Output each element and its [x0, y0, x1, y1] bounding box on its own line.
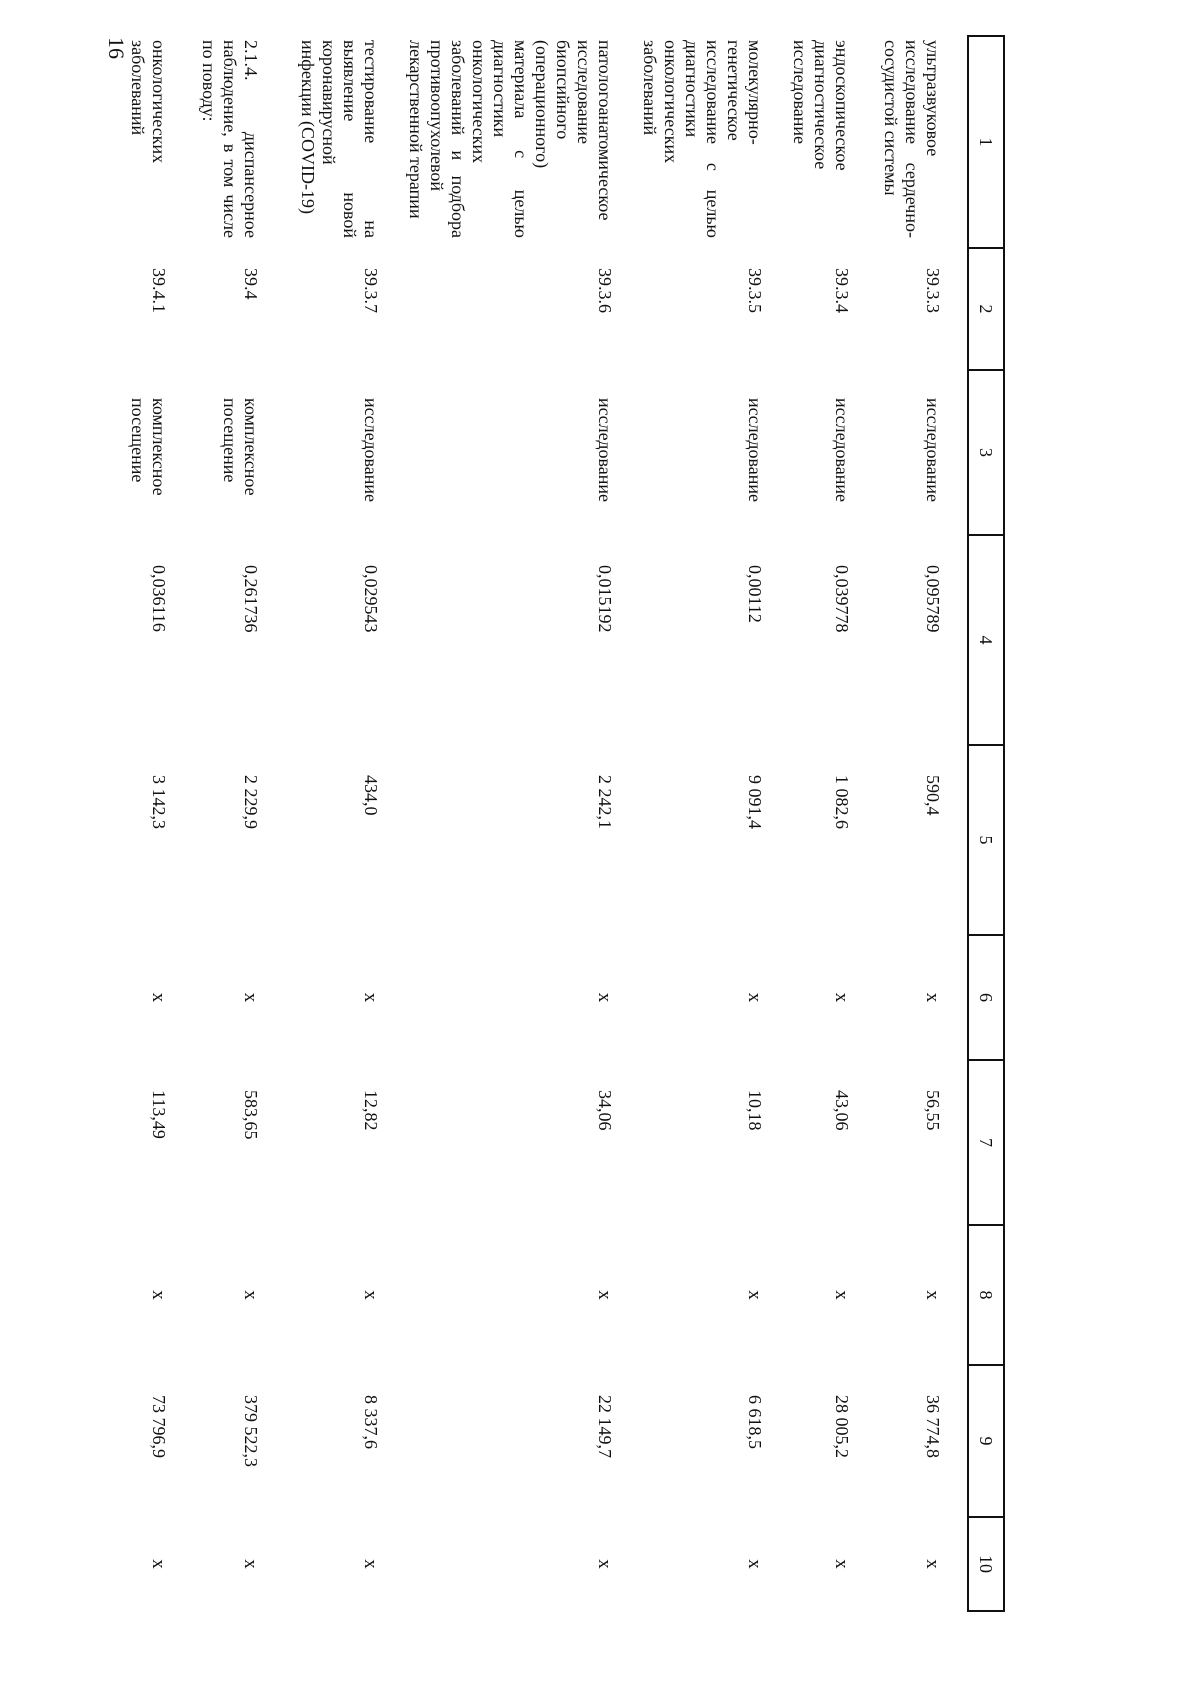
row-code-cell: 39.3.4: [832, 268, 852, 313]
row-cost-cell: 590,4: [923, 775, 943, 816]
row-unit-cell: комплексное посещение: [220, 398, 261, 496]
row-col10-cell: x: [240, 1559, 261, 1569]
row-norm-cell: 0,261736: [241, 565, 261, 633]
row-total-cell: 8 337,6: [361, 1395, 381, 1449]
row-col8-cell: x: [831, 1290, 852, 1300]
table-row: [123, 36, 193, 1611]
row-total-cell: 22 149,7: [595, 1395, 615, 1458]
row-per-capita-cell: 10,18: [745, 1090, 765, 1131]
row-col8-cell: x: [148, 1290, 169, 1300]
row-col6-cell: x: [831, 992, 852, 1003]
row-name-cell: ультразвуковое исследование сердечно-сосудистой системы: [881, 40, 943, 238]
row-unit-cell: исследование: [923, 398, 943, 503]
row-total-cell: 28 005,2: [832, 1395, 852, 1458]
row-norm-cell: 0,015192: [595, 565, 615, 633]
row-per-capita-cell: 43,06: [832, 1090, 852, 1131]
row-code-cell: 39.3.6: [595, 268, 615, 313]
column-header: 10: [968, 1517, 1004, 1611]
row-per-capita-cell: 56,55: [923, 1090, 943, 1131]
rotated-table-container: [128, 35, 1005, 1610]
row-norm-cell: 0,029543: [361, 565, 381, 633]
row-col8-cell: x: [922, 1290, 943, 1300]
row-col8-cell: x: [744, 1290, 765, 1300]
row-col6-cell: x: [360, 992, 381, 1003]
row-cost-cell: 3 142,3: [149, 775, 169, 829]
row-code-cell: 39.3.5: [745, 268, 765, 313]
table-header-row: [968, 36, 1004, 1611]
row-col10-cell: x: [744, 1559, 765, 1569]
row-name-cell: тестирование на выявление новой коронавирусной инфекции (COVID-19): [298, 40, 381, 238]
row-per-capita-cell: 113,49: [149, 1090, 169, 1139]
row-col10-cell: x: [922, 1559, 943, 1569]
column-header: 8: [968, 1225, 1004, 1365]
table-row: [876, 36, 968, 1611]
row-col8-cell: x: [360, 1290, 381, 1300]
row-cost-cell: 9 091,4: [745, 775, 765, 829]
row-cost-cell: 434,0: [361, 775, 381, 816]
page-number: 16: [104, 37, 129, 59]
row-name-cell: патологоанатомическое исследование биопсийного (операционного) материала с целью диагностики онкологических заболеваний и подбора противоопухолевой лекарственной терапии: [406, 40, 615, 238]
row-col10-cell: x: [594, 1559, 615, 1569]
row-total-cell: 6 618,5: [745, 1395, 765, 1449]
row-total-cell: 379 522,3: [241, 1395, 261, 1467]
row-per-capita-cell: 583,65: [241, 1090, 261, 1140]
row-unit-cell: исследование: [595, 398, 615, 503]
row-col6-cell: x: [148, 992, 169, 1003]
row-total-cell: 73 796,9: [149, 1395, 169, 1458]
table-row: [639, 36, 789, 1611]
column-header: 4: [968, 535, 1004, 745]
row-col8-cell: x: [240, 1290, 261, 1300]
row-name-cell: онкологических заболеваний: [128, 40, 169, 164]
row-unit-cell: исследование: [745, 398, 765, 503]
column-header: 3: [968, 370, 1004, 535]
column-header: 5: [968, 745, 1004, 935]
row-unit-cell: исследование: [361, 398, 381, 503]
row-code-cell: 39.3.7: [361, 268, 381, 313]
row-col10-cell: x: [148, 1559, 169, 1569]
row-norm-cell: 0,036116: [149, 565, 169, 632]
column-header: 9: [968, 1365, 1004, 1517]
row-total-cell: 36 774,8: [923, 1395, 943, 1458]
table-row: [789, 36, 876, 1611]
row-cost-cell: 1 082,6: [832, 775, 852, 829]
table-row: [193, 36, 285, 1611]
row-col6-cell: x: [240, 992, 261, 1003]
row-col6-cell: x: [594, 992, 615, 1003]
row-col10-cell: x: [360, 1559, 381, 1569]
row-norm-cell: 0,095789: [923, 565, 943, 633]
row-code-cell: 39.4.1: [149, 268, 169, 313]
row-code-cell: 39.4: [241, 268, 261, 300]
row-name-cell: молекулярно-генетическое исследование с целью диагностики онкологических заболеваний: [640, 40, 765, 238]
column-header: 1: [968, 36, 1004, 248]
row-norm-cell: 0,039778: [832, 565, 852, 633]
row-unit-cell: исследование: [832, 398, 852, 503]
row-col8-cell: x: [594, 1290, 615, 1300]
row-col6-cell: x: [744, 992, 765, 1003]
row-name-cell: эндоскопическое диагностическое исследование: [790, 40, 852, 171]
row-per-capita-cell: 12,82: [361, 1090, 381, 1131]
row-name-cell: 2.1.4. диспансерное наблюдение, в том числе по поводу:: [199, 40, 261, 238]
row-unit-cell: комплексное посещение: [128, 398, 169, 496]
row-code-cell: 39.3.3: [923, 268, 943, 313]
row-cost-cell: 2 242,1: [595, 775, 615, 829]
row-col6-cell: x: [922, 992, 943, 1003]
row-per-capita-cell: 34,06: [595, 1090, 615, 1131]
table-row: [285, 36, 405, 1611]
column-header: 7: [968, 1060, 1004, 1225]
financing-table: [123, 35, 1005, 1612]
row-col10-cell: x: [831, 1559, 852, 1569]
column-header: 6: [968, 935, 1004, 1060]
table-row: [405, 36, 639, 1611]
row-cost-cell: 2 229,9: [241, 775, 261, 829]
column-header: 2: [968, 248, 1004, 370]
row-norm-cell: 0,00112: [745, 565, 765, 623]
